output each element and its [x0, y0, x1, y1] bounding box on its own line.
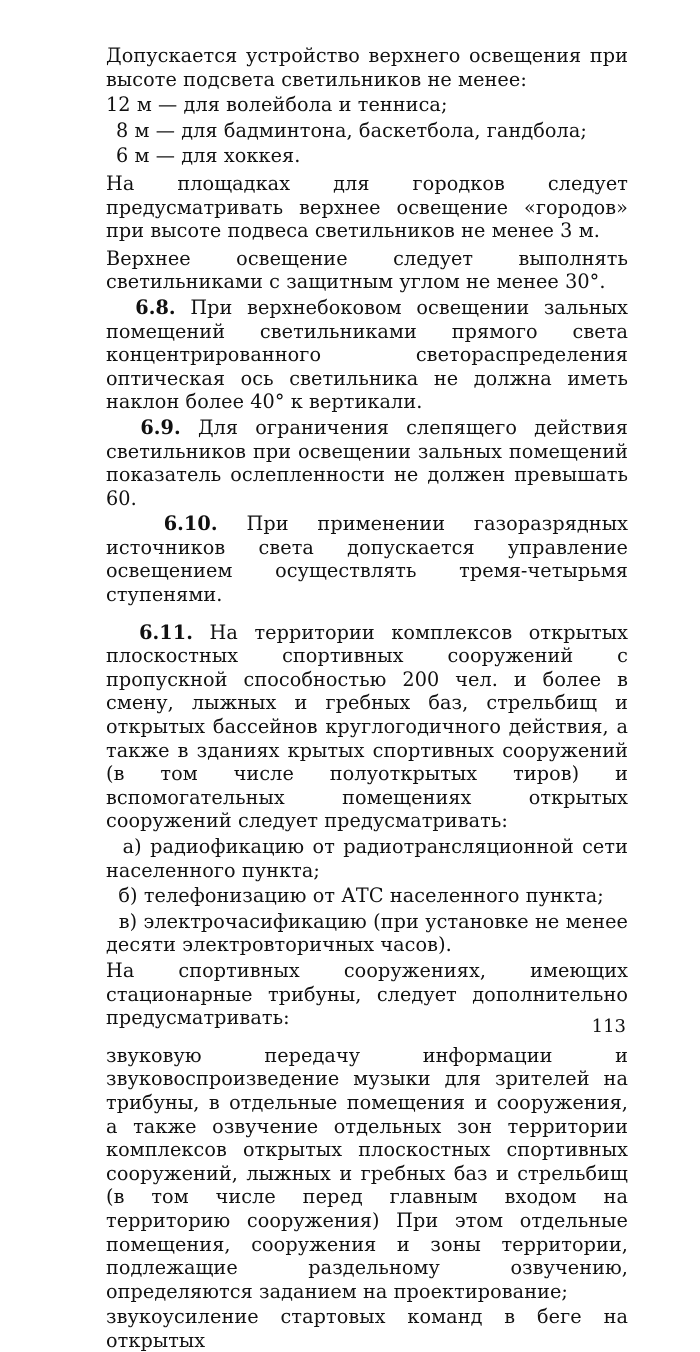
paragraph-stands: На спортивных сооружениях, имеющих стационарные трибуны, следует дополнительно предусматривать: [106, 958, 628, 1030]
section-6-8: 6.8. При верхнебоковом освещении зальных помещений светильниками прямого света концентрированного светораспределения оптическая ось светильника не должна иметь наклон более 40° к вертикали. [106, 295, 628, 414]
section-6-11: 6.11. На территории комплексов открытых плоскостных спортивных сооружений с пропускной способностью 200 чел. и более в смену, лыжных и гребных баз, стрельбищ и открытых бассейнов круглогодичного действия, а также в зданиях крытых спортивных сооружений (в том числе полуоткрытых тиров) и вспомогательных помещениях открытых сооружений следует предусматривать: [106, 620, 628, 833]
list-item-6m: 6 м — для хоккея. [116, 144, 301, 168]
paragraph-sound-transmission: звуковую передачу информации и звуковоспроизведение музыки для зрителей на трибуны, в отдельные помещения и сооружения, а также озвучение отдельных зон территории комплексов открытых плоскостных спортивных сооружений, лыжных и гребных баз и стрельбищ (в том числе перед главным входом на территорию сооружения) При этом отдельные помещения, сооружения и зоны территории, подлежащие раздельному озвучению, определяются заданием на проектирование; [106, 1043, 628, 1303]
list-item-a: а) радиофикацию от радиотрансляционной сети населенного пункта; [106, 835, 628, 882]
list-item-8m: 8 м — для бадминтона, баскетбола, гандбола; [116, 118, 587, 142]
section-number: 6.8. [135, 295, 176, 319]
paragraph-intro: Допускается устройство верхнего освещения при высоте подсвета светильников не менее: [106, 44, 628, 91]
paragraph-protective-angle: Верхнее освещение следует выполнять светильниками с защитным углом не менее 30°. [106, 246, 628, 294]
paragraph-gorodki: На площадках для городков следует предусматривать верхнее освещение «городов» при высоте подвеса светильников не менее 3 м. [106, 171, 628, 243]
list-item-12m: 12 м — для волейбола и тенниса; [106, 93, 448, 117]
list-item-b: б) телефонизацию от АТС населенного пункта; [118, 884, 604, 908]
section-6-9: 6.9. Для ограничения слепящего действия светильников при освещении зальных помещений показатель ослепленности не должен превышать 60. [106, 415, 629, 510]
section-number: 6.11. [139, 620, 193, 644]
section-number: 6.9. [140, 415, 181, 439]
section-6-10: 6.10. При применении газоразрядных источников света допускается управление освещением осуществлять тремя-четырьмя ступенями. [106, 512, 629, 607]
paragraph-start-commands: звукоусиление стартовых команд в беге на открытых [106, 1305, 628, 1352]
body-text [106, 44, 628, 1352]
list-item-v: в) электрочасификацию (при установке не менее десяти электровторичных часов). [106, 909, 628, 957]
page-number: 113 [591, 1016, 626, 1037]
section-number: 6.10. [163, 512, 218, 536]
